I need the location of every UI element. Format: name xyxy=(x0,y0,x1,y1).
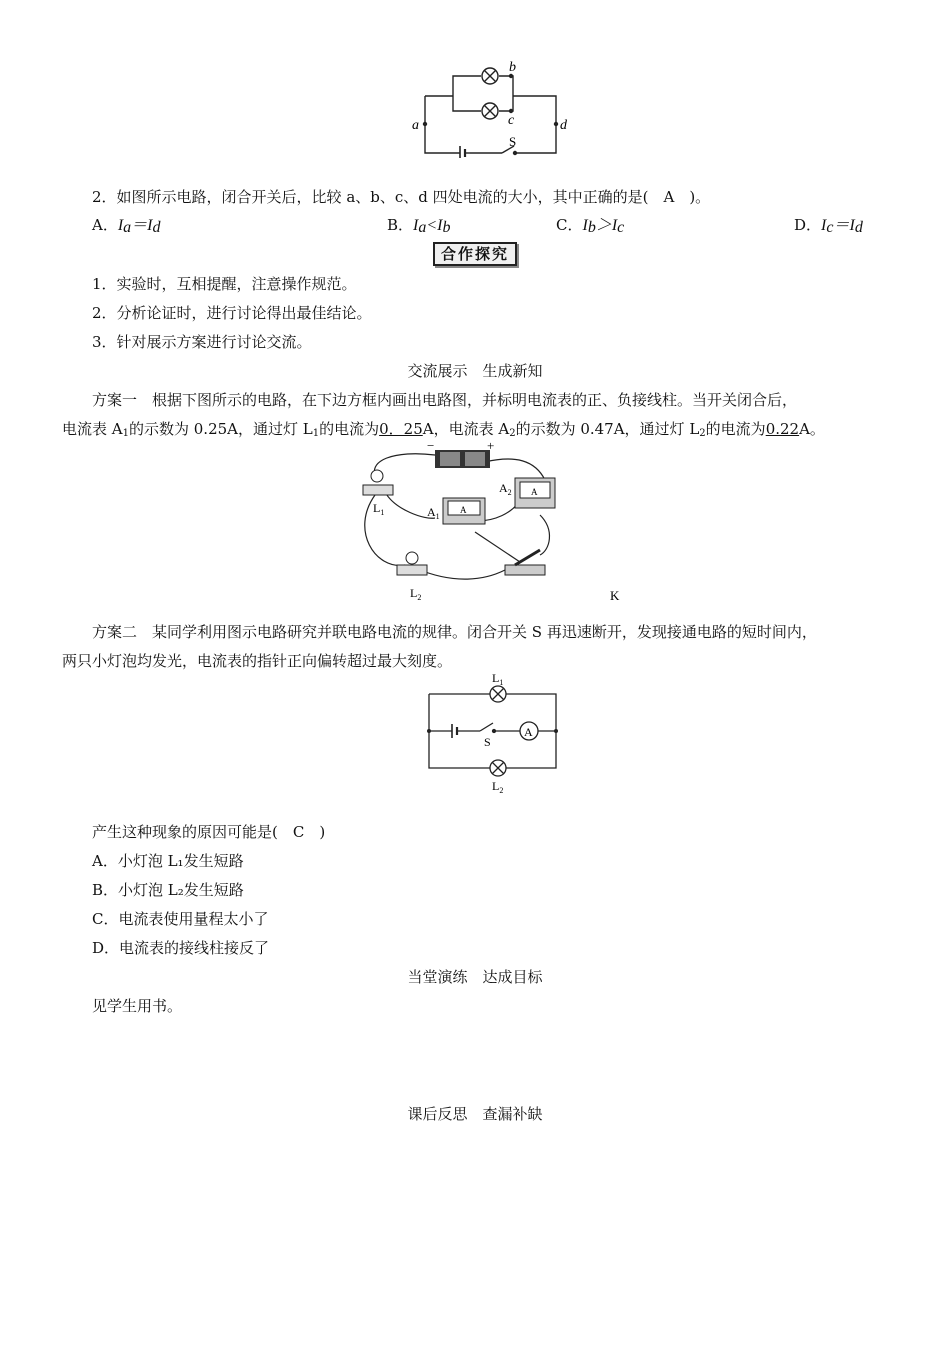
q2-option-a: A．$I_a=I_d$ xyxy=(92,216,161,236)
label-switch: S xyxy=(509,134,517,149)
q2-option-c: C．$I_b>I_c$ xyxy=(556,216,625,236)
a1-meter-face: A xyxy=(460,505,467,515)
lamp-l1 xyxy=(363,470,393,495)
label-k: K xyxy=(610,588,620,603)
heading-reflect: 课后反思 查漏补缺 xyxy=(407,1105,543,1123)
label-l2: $L_2$ xyxy=(492,779,504,795)
q3-option-c: C．电流表使用量程太小了 xyxy=(92,910,269,928)
label-c: c xyxy=(508,113,515,128)
practice-text: 见学生用书。 xyxy=(92,997,183,1015)
coop-item-2: 2．分析论证时，进行讨论得出最佳结论。 xyxy=(92,304,372,322)
plan1-line1: 方案一 根据下图所示的电路，在下边方框内画出电路图，并标明电流表的正、负接线柱。当开关闭合后， xyxy=(92,391,798,409)
q3-option-b: B．小灯泡 L₂发生短路 xyxy=(92,881,244,899)
ammeter-a1 xyxy=(443,498,485,524)
question-3-stem: 产生这种现象的原因可能是( C ) xyxy=(92,823,326,841)
label-d: d xyxy=(560,118,567,133)
plan1-line2: 电流表 $A_1$的示数为 0.25A，通过灯 $L_1$的电流为0．25A，电流表 $A_2$的示数为 0.47A，通过灯 $L_2$的电流为0.22A。 xyxy=(62,420,825,439)
plan2-line1: 方案二 某同学利用图示电路研究并联电路电流的规律。闭合开关 S 再迅速断开，发现接通电路的短时间内， xyxy=(92,623,817,641)
answer-1: 0．25 xyxy=(379,420,423,438)
lamp-l2 xyxy=(397,552,427,575)
section-badge: 合作探究 xyxy=(433,242,517,266)
figure-circuit-3 xyxy=(420,672,560,797)
answer-2: 0.22 xyxy=(765,420,800,438)
label-a2: $A_2$ xyxy=(499,481,512,497)
label-a1: $A_1$ xyxy=(427,505,440,521)
figure-circuit-1 xyxy=(405,58,575,158)
question-2-stem: 2．如图所示电路，闭合开关后，比较 a、b、c、d 四处电流的大小，其中正确的是( A )。 xyxy=(92,188,711,206)
heading-practice: 当堂演练 达成目标 xyxy=(407,968,543,986)
label-s: S xyxy=(484,735,491,749)
q2-option-b: B．$I_a<I_b$ xyxy=(387,216,451,236)
label-l1: $L_1$ xyxy=(373,501,385,517)
figure-apparatus xyxy=(355,440,635,605)
coop-item-3: 3．针对展示方案进行讨论交流。 xyxy=(92,333,312,351)
switch-k xyxy=(505,550,545,575)
heading-exchange: 交流展示 生成新知 xyxy=(407,362,543,380)
label-b: b xyxy=(509,60,516,75)
ammeter-a2 xyxy=(515,478,555,508)
battery-minus: − xyxy=(427,440,435,453)
label-l2: $L_2$ xyxy=(410,586,422,602)
coop-item-1: 1．实验时，互相提醒，注意操作规范。 xyxy=(92,275,357,293)
label-l1: $L_1$ xyxy=(492,672,504,687)
plan2-line2: 两只小灯泡均发光，电流表的指针正向偏转超过最大刻度。 xyxy=(62,652,453,670)
label-a: a xyxy=(412,118,419,133)
ammeter-symbol: A xyxy=(524,725,533,739)
battery-plus: + xyxy=(487,440,495,453)
q3-option-a: A．小灯泡 L₁发生短路 xyxy=(92,852,244,870)
q2-option-d: D．$I_c=I_d$ xyxy=(794,216,863,236)
a2-meter-face: A xyxy=(531,487,538,497)
q3-option-d: D．电流表的接线柱接反了 xyxy=(92,939,270,957)
